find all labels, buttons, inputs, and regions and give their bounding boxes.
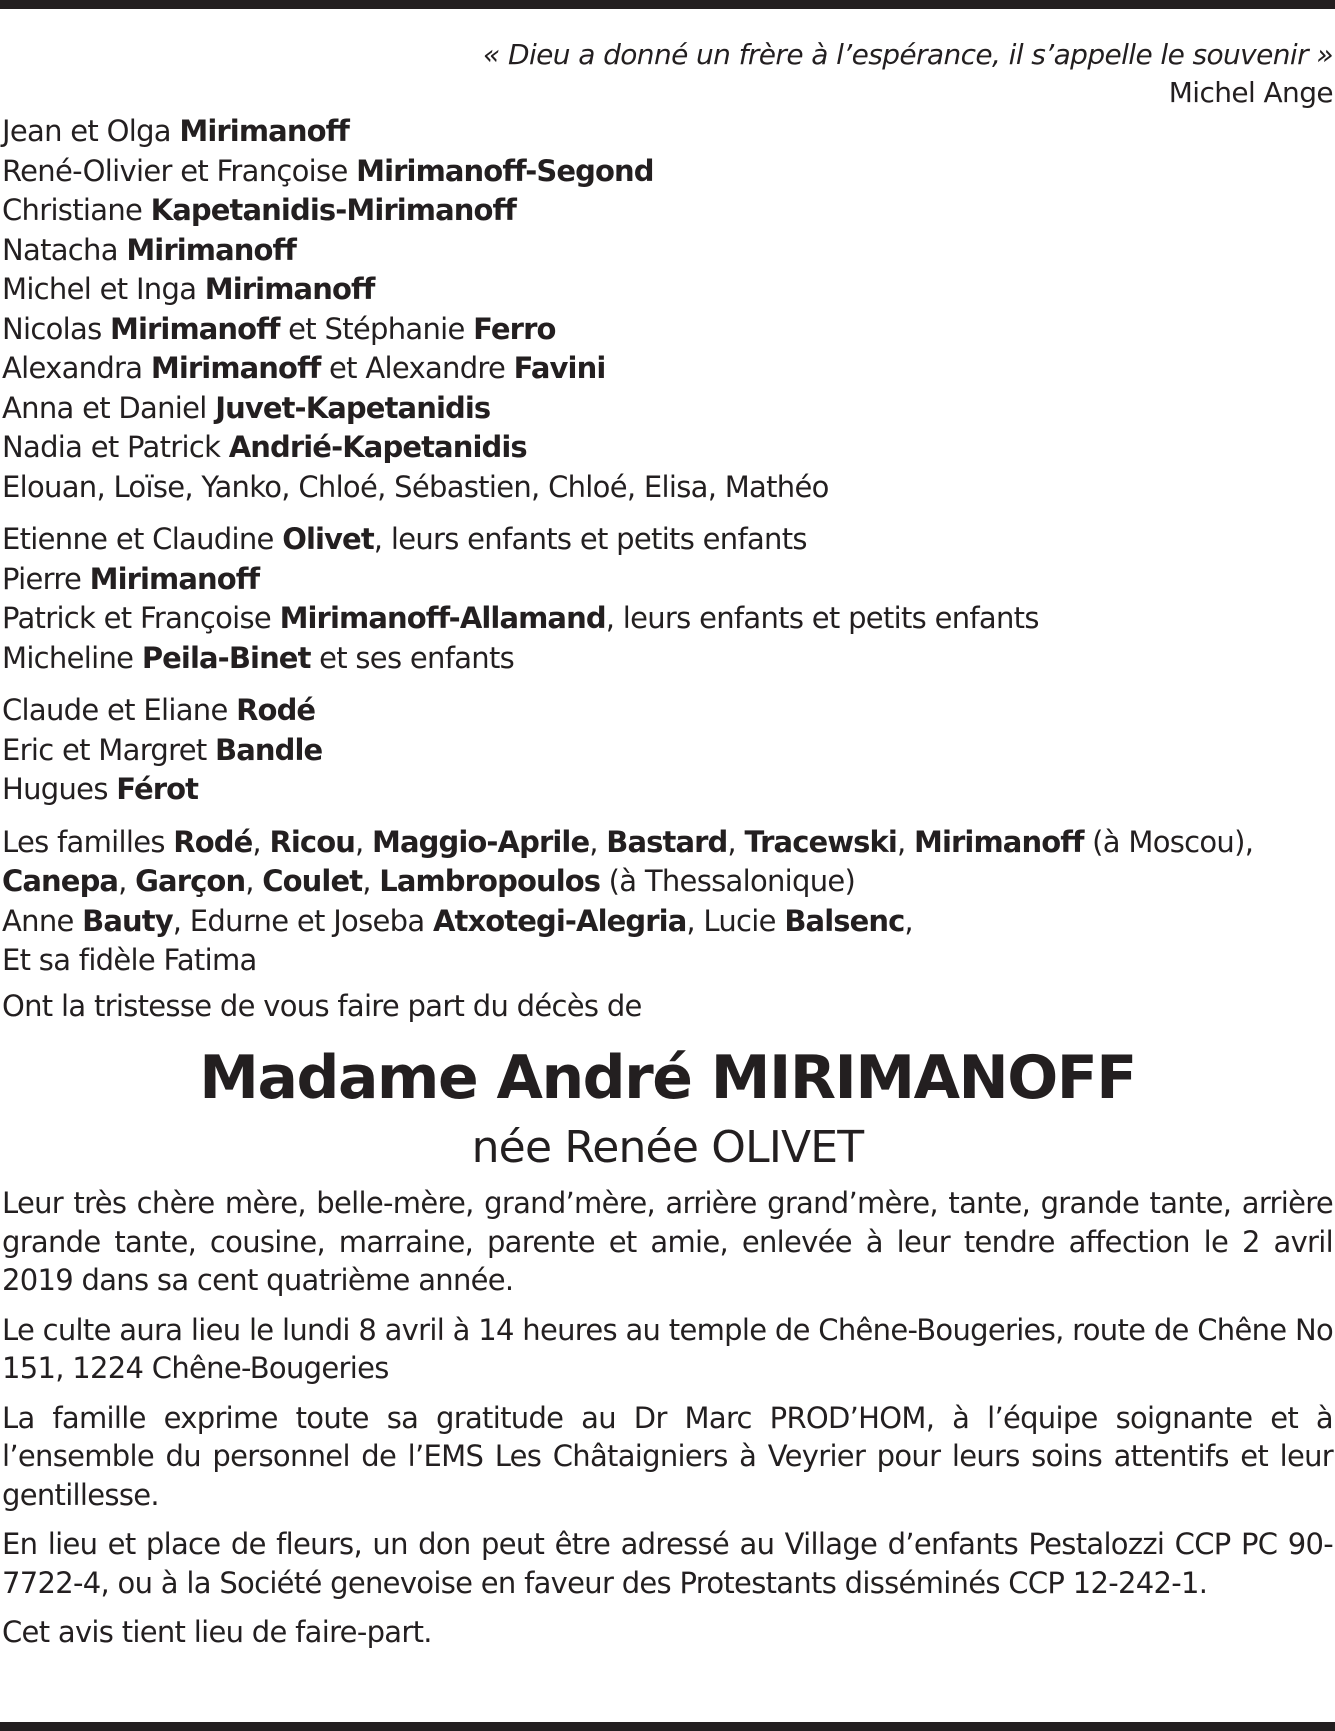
- announcement-line: Ont la tristesse de vous faire part du décès de: [2, 988, 642, 1023]
- given-names: Anna et Daniel: [2, 390, 216, 425]
- given-names: Claude et Eliane: [2, 693, 237, 727]
- top-rule: [0, 0, 1335, 9]
- notice-paragraph: La famille exprime toute sa gratitude au Dr Marc PROD’HOM, à l’équipe soignante et à l’ensemble du personnel de l’EMS Les Châtaigniers à Veyrier pour leurs soins attentifs et leur gentillesse.: [2, 1400, 1333, 1512]
- given-names: Patrick et Françoise: [2, 601, 280, 635]
- surname: Rodé: [173, 824, 253, 859]
- given-names: ,: [362, 864, 380, 898]
- family-line: [2, 152, 1333, 192]
- given-names: ,: [354, 824, 373, 859]
- family-line: [2, 560, 1333, 600]
- given-names: (à Moscou),: [1083, 824, 1254, 859]
- surname: Garçon: [135, 864, 246, 898]
- given-names: Eric et Margret: [2, 732, 216, 767]
- given-names: ,: [896, 824, 915, 859]
- given-names: Anne: [2, 903, 83, 938]
- surname: Ricou: [269, 824, 355, 859]
- given-names: Et sa fidèle Fatima: [2, 943, 257, 977]
- family-line: [2, 691, 1333, 731]
- surname: Kapetanidis-Mirimanoff: [150, 193, 516, 227]
- family-line: [2, 862, 1333, 902]
- family-line: [2, 191, 1333, 231]
- notice-paragraph: Le culte aura lieu le lundi 8 avril à 14 heures au temple de Chêne-Bougeries, route de Chêne No 151, 1224 Chêne-Bougeries: [2, 1312, 1333, 1385]
- surname: Mirimanoff: [150, 351, 321, 385]
- surname: Balsenc: [784, 903, 905, 938]
- surname: Juvet-Kapetanidis: [215, 390, 491, 425]
- given-names: , Edurne et Joseba: [172, 903, 433, 938]
- family-group: [2, 691, 1333, 810]
- notice-body: [2, 1184, 1333, 1652]
- family-line: [2, 770, 1333, 810]
- family-line: [2, 639, 1333, 679]
- surname: Mirimanoff-Segond: [356, 153, 654, 188]
- family-line: [2, 520, 1333, 560]
- surname: Canepa: [2, 864, 119, 898]
- maiden-name: née Renée OLIVET: [471, 1122, 864, 1173]
- surname: Tracewski: [744, 824, 897, 859]
- surname: Peila-Binet: [141, 640, 311, 675]
- family-line: [2, 389, 1333, 429]
- family-group: [2, 520, 1333, 678]
- surname: Bandle: [215, 732, 323, 767]
- surname: Mirimanoff: [914, 824, 1084, 859]
- obituary-notice: [2, 36, 1333, 1652]
- surname: Andrié-Kapetanidis: [228, 430, 527, 464]
- family-line: [2, 270, 1333, 310]
- given-names: ,: [118, 864, 136, 898]
- family-line: [2, 349, 1333, 389]
- family-line: [2, 112, 1333, 152]
- given-names: , leurs enfants et petits enfants: [605, 601, 1039, 635]
- notice-paragraph: Cet avis tient lieu de faire-part.: [2, 1615, 432, 1649]
- surname: Mirimanoff: [126, 232, 296, 267]
- surname: Bastard: [606, 824, 728, 859]
- surname: Mirimanoff: [89, 561, 260, 596]
- family-line: [2, 731, 1333, 771]
- surname: Rodé: [236, 693, 316, 727]
- surname: Bauty: [82, 903, 173, 938]
- given-names: et Stéphanie: [279, 311, 474, 346]
- given-names: ,: [252, 824, 270, 859]
- notice-paragraph: Leur très chère mère, belle-mère, grand’mère, arrière grand’mère, tante, grande tante, arrière grande tante, cousine, marraine, parente et amie, enlevée à leur tendre affection le 2 avril 2019 dans sa cent quatrième année.: [2, 1186, 1333, 1297]
- surname: Férot: [116, 772, 199, 806]
- given-names: et Alexandre: [320, 351, 514, 385]
- family-line: [2, 468, 1333, 508]
- given-names: Nicolas: [2, 311, 110, 346]
- given-names: Natacha: [2, 232, 127, 267]
- family-line: [2, 902, 1333, 942]
- given-names: , Lucie: [686, 903, 785, 938]
- surname: Favini: [513, 351, 606, 385]
- given-names: René-Olivier et Françoise: [2, 153, 357, 188]
- family-line: [2, 310, 1333, 350]
- family-line: [2, 823, 1333, 863]
- surname: Coulet: [262, 864, 363, 898]
- given-names: Pierre: [2, 561, 90, 596]
- family-line: [2, 428, 1333, 468]
- given-names: (à Thessalonique): [600, 864, 856, 898]
- epigraph-quote: « Dieu a donné un frère à l’espérance, il s’appelle le souvenir »: [483, 38, 1333, 71]
- notice-paragraph: En lieu et place de fleurs, un don peut être adressé au Village d’enfants Pestalozzi CCP PC 90-7722-4, ou à la Société genevoise en faveur des Protestants disséminés CCP 12-242-1.: [2, 1527, 1333, 1600]
- given-names: Nadia et Patrick: [2, 430, 229, 464]
- surname: Olivet: [282, 522, 374, 556]
- given-names: Les familles: [2, 824, 174, 859]
- epigraph: [2, 36, 1333, 112]
- bottom-rule: [0, 1722, 1335, 1731]
- given-names: Micheline: [2, 640, 142, 675]
- family-list: [2, 112, 1333, 981]
- family-group: [2, 112, 1333, 507]
- given-names: ,: [904, 903, 913, 938]
- given-names: Christiane: [2, 193, 151, 227]
- given-names: Etienne et Claudine: [2, 522, 283, 556]
- given-names: Jean et Olga: [2, 114, 180, 148]
- surname: Ferro: [473, 311, 556, 346]
- family-line: [2, 231, 1333, 271]
- given-names: Michel et Inga: [2, 272, 205, 306]
- epigraph-author: Michel Ange: [1168, 76, 1333, 109]
- surname: Atxotegi-Alegria: [432, 903, 687, 938]
- given-names: Hugues: [2, 772, 117, 806]
- family-group: [2, 823, 1333, 981]
- surname: Maggio-Aprile: [372, 824, 590, 859]
- surname: Mirimanoff: [204, 272, 375, 306]
- family-line: [2, 941, 1333, 981]
- given-names: Alexandra: [2, 351, 151, 385]
- given-names: ,: [589, 824, 607, 859]
- given-names: ,: [727, 824, 745, 859]
- surname: Mirimanoff: [179, 114, 350, 148]
- given-names: et ses enfants: [310, 640, 515, 675]
- given-names: ,: [245, 864, 263, 898]
- surname: Lambropoulos: [379, 864, 601, 898]
- surname: Mirimanoff-Allamand: [279, 601, 606, 635]
- given-names: , leurs enfants et petits enfants: [373, 522, 807, 556]
- given-names: Elouan, Loïse, Yanko, Chloé, Sébastien, Chloé, Elisa, Mathéo: [2, 469, 829, 504]
- surname: Mirimanoff: [110, 311, 280, 346]
- deceased-name: Madame André MIRIMANOFF: [199, 1043, 1136, 1113]
- family-line: [2, 599, 1333, 639]
